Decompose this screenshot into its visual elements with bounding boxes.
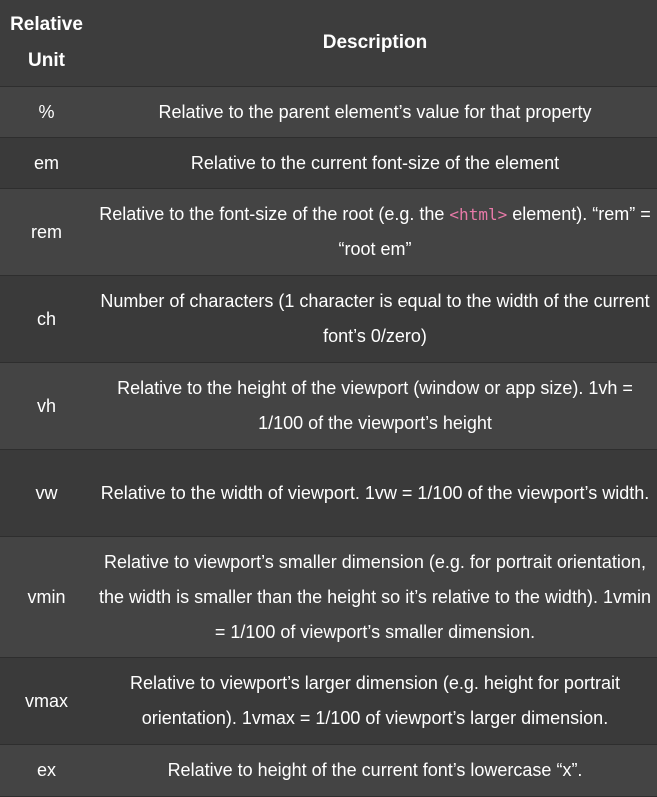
- unit-cell: ex: [0, 745, 93, 797]
- header-description: Description: [93, 0, 657, 87]
- description-cell: Relative to height of the current font’s lowercase “x”.: [93, 745, 657, 797]
- table-row: [0, 87, 657, 138]
- unit-cell: ch: [0, 276, 93, 363]
- description-cell: Relative to viewport’s smaller dimension (e.g. for portrait orientation, the width is smaller than the height so it’s relative to the width). 1vmin = 1/100 of viewport’s smaller dimension.: [93, 537, 657, 658]
- description-cell: Number of characters (1 character is equal to the width of the current font’s 0/zero): [93, 276, 657, 363]
- table-row: [0, 537, 657, 658]
- description-cell: Relative to the parent element’s value for that property: [93, 87, 657, 138]
- table-row: [0, 189, 657, 276]
- header-unit: Relative Unit: [0, 0, 93, 87]
- unit-cell: rem: [0, 189, 93, 276]
- description-cell: Relative to the height of the viewport (window or app size). 1vh = 1/100 of the viewport’s height: [93, 363, 657, 450]
- unit-cell: vh: [0, 363, 93, 450]
- unit-cell: vw: [0, 450, 93, 537]
- table-row: [0, 450, 657, 537]
- description-text: element). “rem” = “root em”: [338, 204, 651, 259]
- unit-cell: vmin: [0, 537, 93, 658]
- unit-cell: vmax: [0, 658, 93, 745]
- table-row: [0, 658, 657, 745]
- description-text: Relative to the font-size of the root (e.g. the: [99, 204, 450, 224]
- description-cell: Relative to viewport’s larger dimension (e.g. height for portrait orientation). 1vmax = 1/100 of viewport’s larger dimension.: [93, 658, 657, 745]
- inline-code: <html>: [449, 205, 508, 224]
- table-row: [0, 745, 657, 797]
- table-row: [0, 138, 657, 189]
- description-cell: [93, 189, 657, 276]
- table-header-row: [0, 0, 657, 87]
- table-row: [0, 363, 657, 450]
- description-cell: Relative to the width of viewport. 1vw = 1/100 of the viewport’s width.: [93, 450, 657, 537]
- description-cell: Relative to the current font-size of the element: [93, 138, 657, 189]
- unit-cell: em: [0, 138, 93, 189]
- unit-cell: %: [0, 87, 93, 138]
- table-row: [0, 276, 657, 363]
